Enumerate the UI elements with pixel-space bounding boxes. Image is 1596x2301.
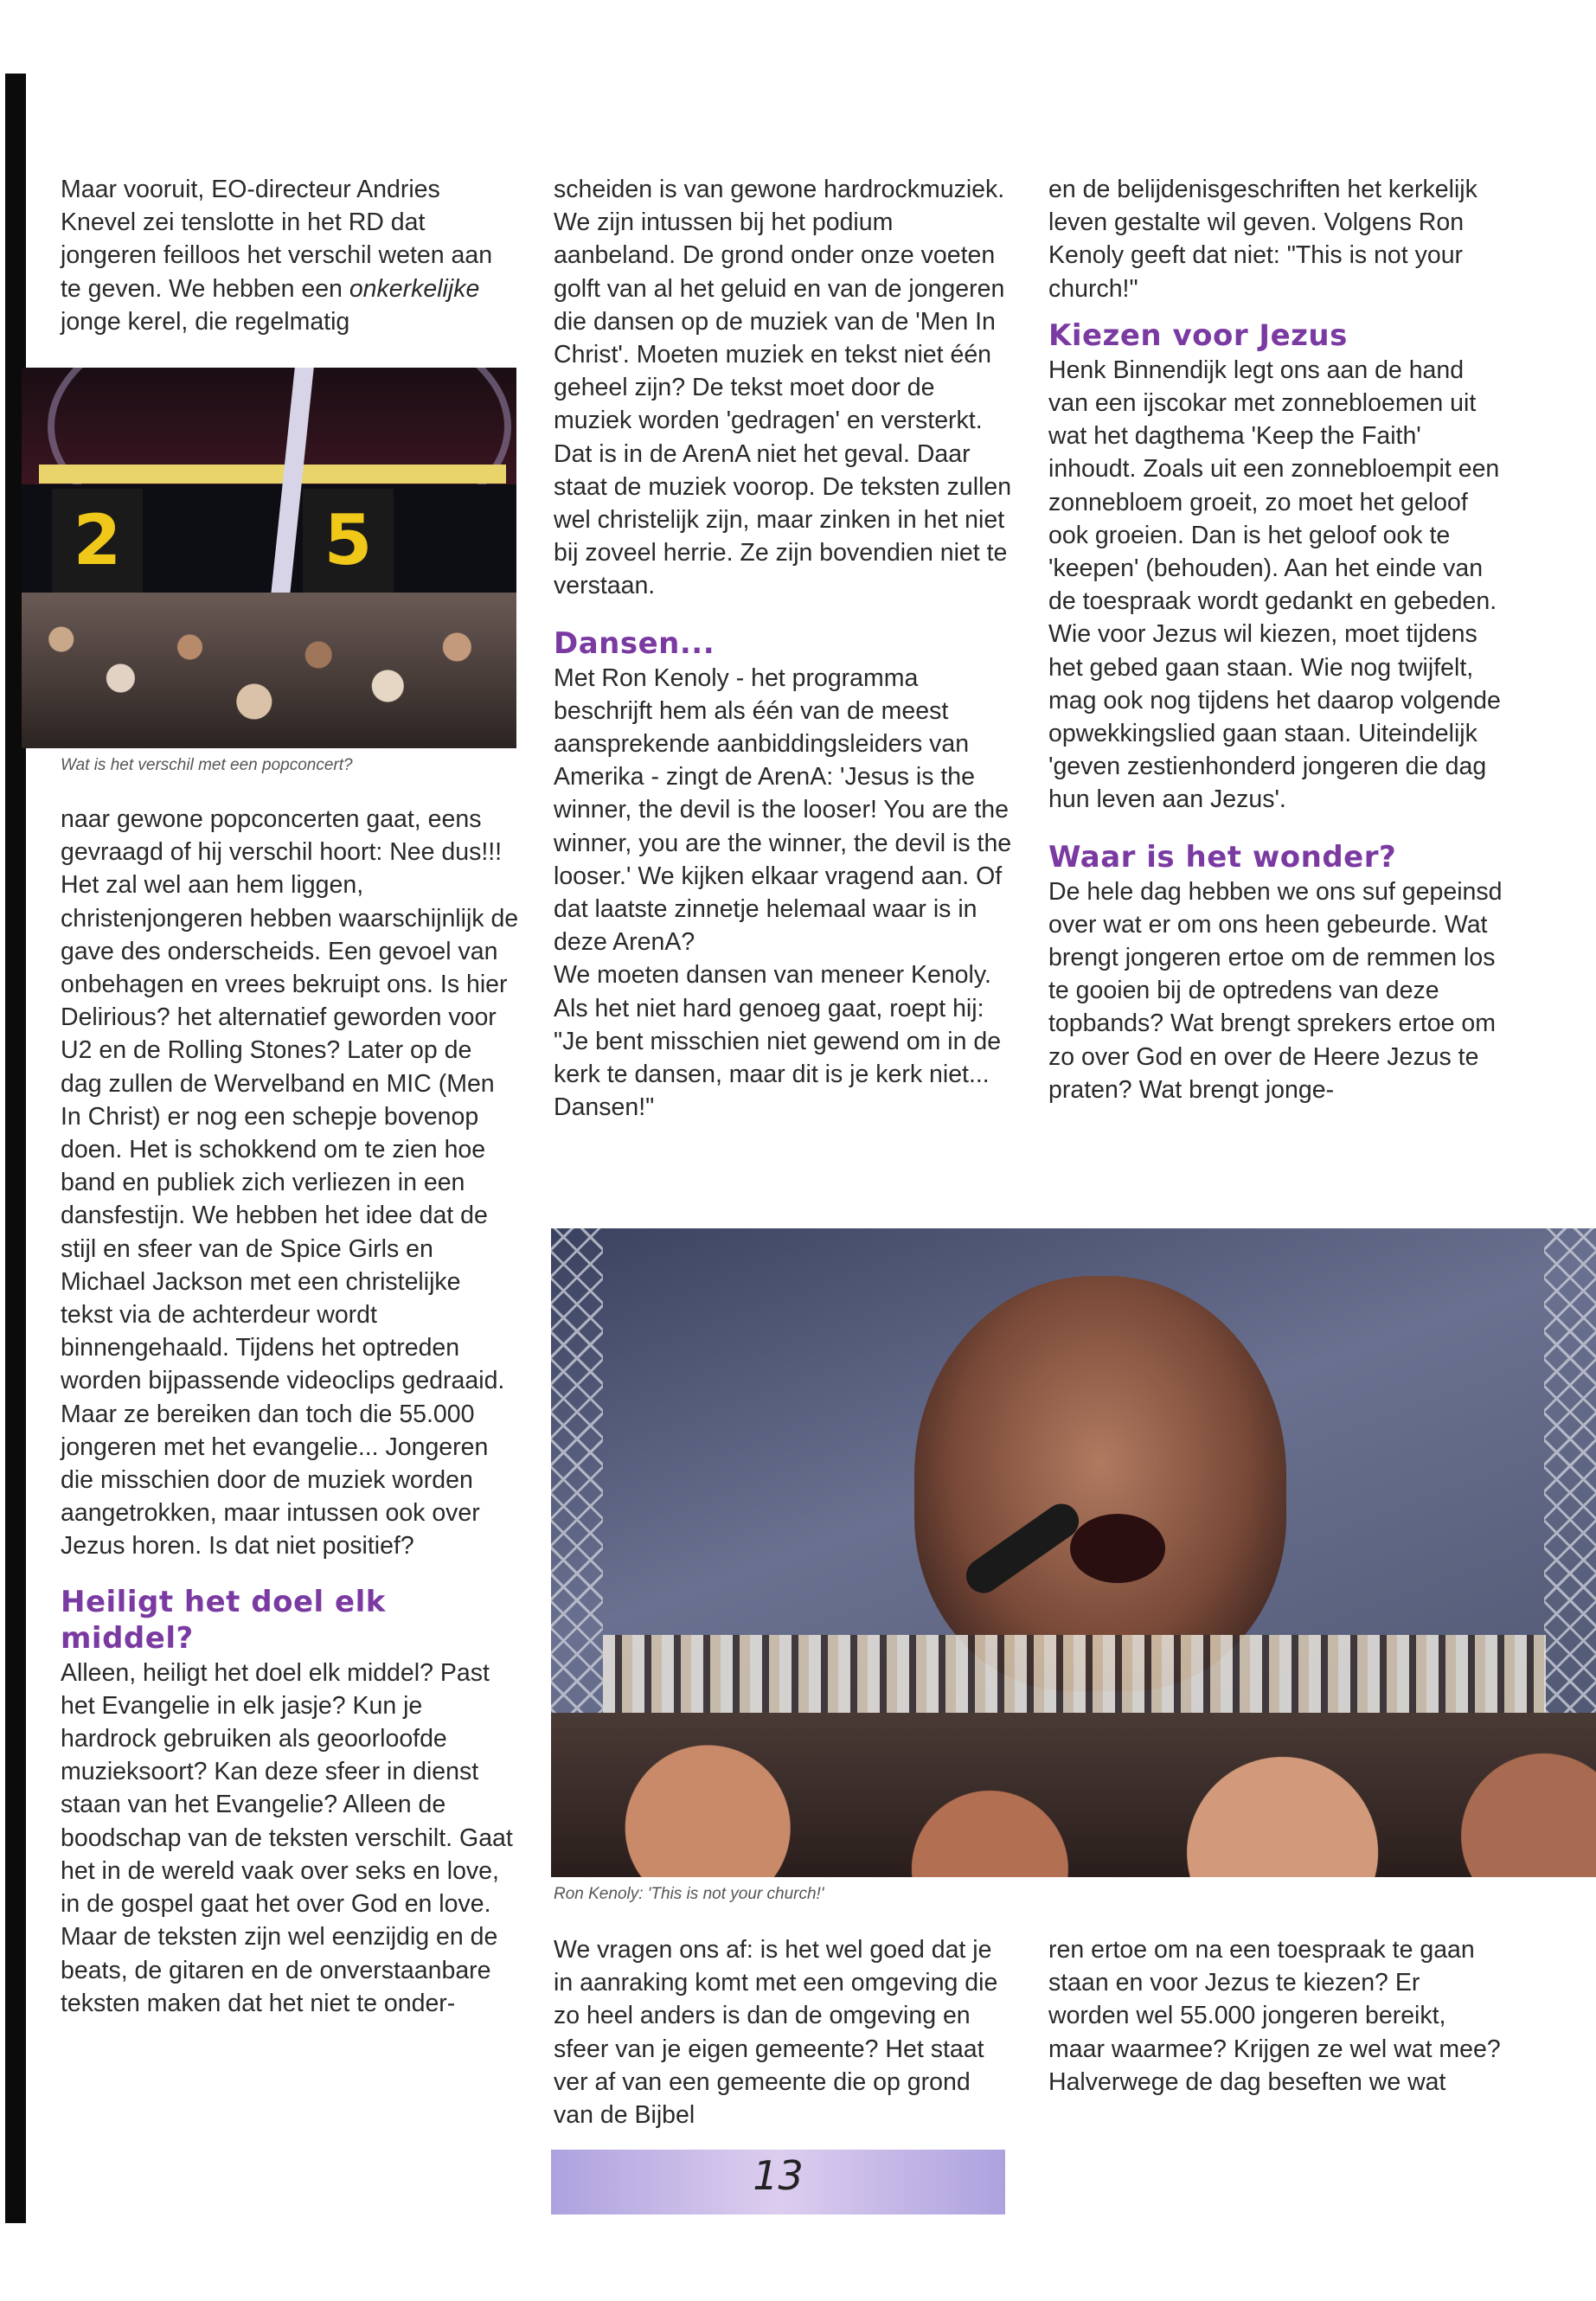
section-heading: Waar is het wonder? bbox=[1048, 839, 1397, 875]
page-number: 13 bbox=[753, 2152, 804, 2199]
body-paragraph: ren ertoe om na een toespraak te gaan staan en voor Jezus te kiezen? Er worden wel 55.000 jongeren bereikt, maar waarmee? Krijgen ze wel wat mee? bbox=[1048, 1936, 1501, 2063]
body-paragraph: We vragen ons af: is het wel goed dat je in aanraking komt met een omgeving die zo heel anders is dan de omgeving en sfeer van je eigen gemeente? Het staat ver af van een gemeente die op grond van de Bijbel bbox=[554, 1936, 998, 2130]
concert-photo bbox=[551, 1228, 1596, 1877]
body-paragraph: Halverwege de dag beseften we wat bbox=[1048, 2067, 1446, 2096]
stage-screen-right: 5 bbox=[303, 489, 394, 593]
body-paragraph: We zijn intussen bij het podium aanbeland. De grond onder onze voeten golft van al het geluid en van de jongeren die dansen op de muziek van de 'Men In Christ'. Moeten muziek en tekst niet één geheel zijn? De tekst moet door de muziek worden 'gedragen' en versterkt. Dat is in de ArenA niet het geval. Daar staat de muziek voorop. De teksten zullen wel christelijk zijn, maar zinken in het niet bij zoveel herrie. Ze zijn bovendien niet te verstaan. bbox=[554, 208, 1012, 600]
stadium-photo-caption: Wat is het verschil met een popconcert? bbox=[61, 756, 353, 774]
section-heading: Dansen... bbox=[554, 625, 715, 661]
stadium-photo bbox=[22, 368, 516, 748]
body-paragraph: We moeten dansen van meneer Kenoly. Als het niet hard genoeg gaat, roept hij: "Je bent misschien niet gewend om in de kerk te dansen, maar dit is je kerk niet... Dansen!" bbox=[554, 961, 1002, 1122]
body-paragraph: scheiden is van gewone hardrockmuziek. bbox=[554, 176, 1005, 203]
body-paragraph: naar gewone popconcerten gaat, eens gevraagd of hij verschil hoort: Nee dus!!! Het zal wel aan hem liggen, christenjongeren hebben waarschijnlijk de gave des onderscheids. Een gevoel van onbehagen en vrees bekruipt ons. Is hier Delirious? het alternatief geworden voor U2 en de Rolling Stones? Later op de dag zullen de Wervelband en MIC (Men In Christ) er nog een schepje bovenop doen. Het is schokkend om te zien hoe band en publiek zich verliezen in een dansfestijn. We hebben het idee dat de stijl en sfeer van de Spice Girls en Michael Jackson met een christelijke tekst via de achterdeur wordt binnengehaald. Tijdens het optreden worden bijpassende videoclips gedraaid. bbox=[61, 805, 519, 1395]
intro-paragraph: Maar vooruit, EO-directeur Andries Knevel zei tenslotte in het RD dat jongeren feilloos het verschil weten aan te geven. We hebben een onkerkelijke jonge kerel, die regelmatig bbox=[61, 176, 493, 336]
section-heading: Heiligt het doel elk middel? bbox=[61, 1584, 386, 1656]
section-heading: Kiezen voor Jezus bbox=[1048, 317, 1348, 353]
column-1-body bbox=[61, 803, 519, 2020]
column-3-top bbox=[1048, 173, 1507, 1106]
column-3-bottom bbox=[1048, 1933, 1507, 2099]
column-2-bottom bbox=[554, 1933, 1012, 2131]
body-paragraph: en de belijdenisgeschriften het kerkelijk leven gestalte wil geven. Volgens Ron Kenoly geeft dat niet: "This is not your church!" bbox=[1048, 176, 1477, 303]
body-paragraph: De hele dag hebben we ons suf gepeinsd over wat er om ons heen gebeurde. Wat brengt jongeren ertoe om de remmen los te gooien bij de optredens van deze topbands? Wat brengt sprekers ertoe om zo over God en over de Heere Jezus te praten? Wat brengt jonge- bbox=[1048, 877, 1503, 1104]
concert-photo-caption: Ron Kenoly: 'This is not your church!' bbox=[554, 1885, 824, 1903]
body-paragraph: Maar ze bereiken dan toch die 55.000 jongeren met het evangelie... Jongeren die misschien door de muziek worden aangetrokken, maar intussen ook over Jezus horen. Is dat niet positief? bbox=[61, 1400, 489, 1561]
body-paragraph: Met Ron Kenoly - het programma beschrijft hem als één van de meest aansprekende aanbiddingsleiders van Amerika - zingt de ArenA: 'Jesus is the winner, the devil is the looser! You are the winner, you are the winner, the devil is the looser.' We kijken elkaar vragend aan. Of dat laatste zinnetje helemaal waar is in deze ArenA? bbox=[554, 663, 1012, 957]
body-paragraph: Henk Binnendijk legt ons aan de hand van een ijscokar met zonnebloemen uit wat het dagthema 'Keep the Faith' inhoudt. Zoals uit een zonnebloempit een zonnebloem groeit, zo moet het geloof ook groeien. Dan is het geloof ook te 'keepen' (behouden). Aan het einde van de toespraak wordt gedankt en gebeden. Wie voor Jezus wil kiezen, moet tijdens het gebed gaan staan. Wie nog twijfelt, mag ook nog tijdens het daarop volgende opwekkingslied gaan staan. Uiteindelijk 'geven zestienhonderd jongeren die dag hun leven aan Jezus'. bbox=[1048, 356, 1501, 814]
body-paragraph: Alleen, heiligt het doel elk middel? Past het Evangelie in elk jasje? Kun je hardrock gebruiken als geoorloofde muzieksoort? Kan deze sfeer in dienst staan van het Evangelie? Alleen de boodschap van de teksten verschilt. Gaat het in de wereld vaak over seks en love, in de gospel gaat het over God en love. Maar de teksten zijn wel eenzijdig en de beats, de gitaren en de onverstaanbare teksten maken dat het niet te onder- bbox=[61, 1658, 513, 2017]
column-1-intro bbox=[61, 173, 519, 338]
column-2-top bbox=[554, 173, 1012, 1124]
stage-screen-left: 2 bbox=[52, 489, 143, 593]
